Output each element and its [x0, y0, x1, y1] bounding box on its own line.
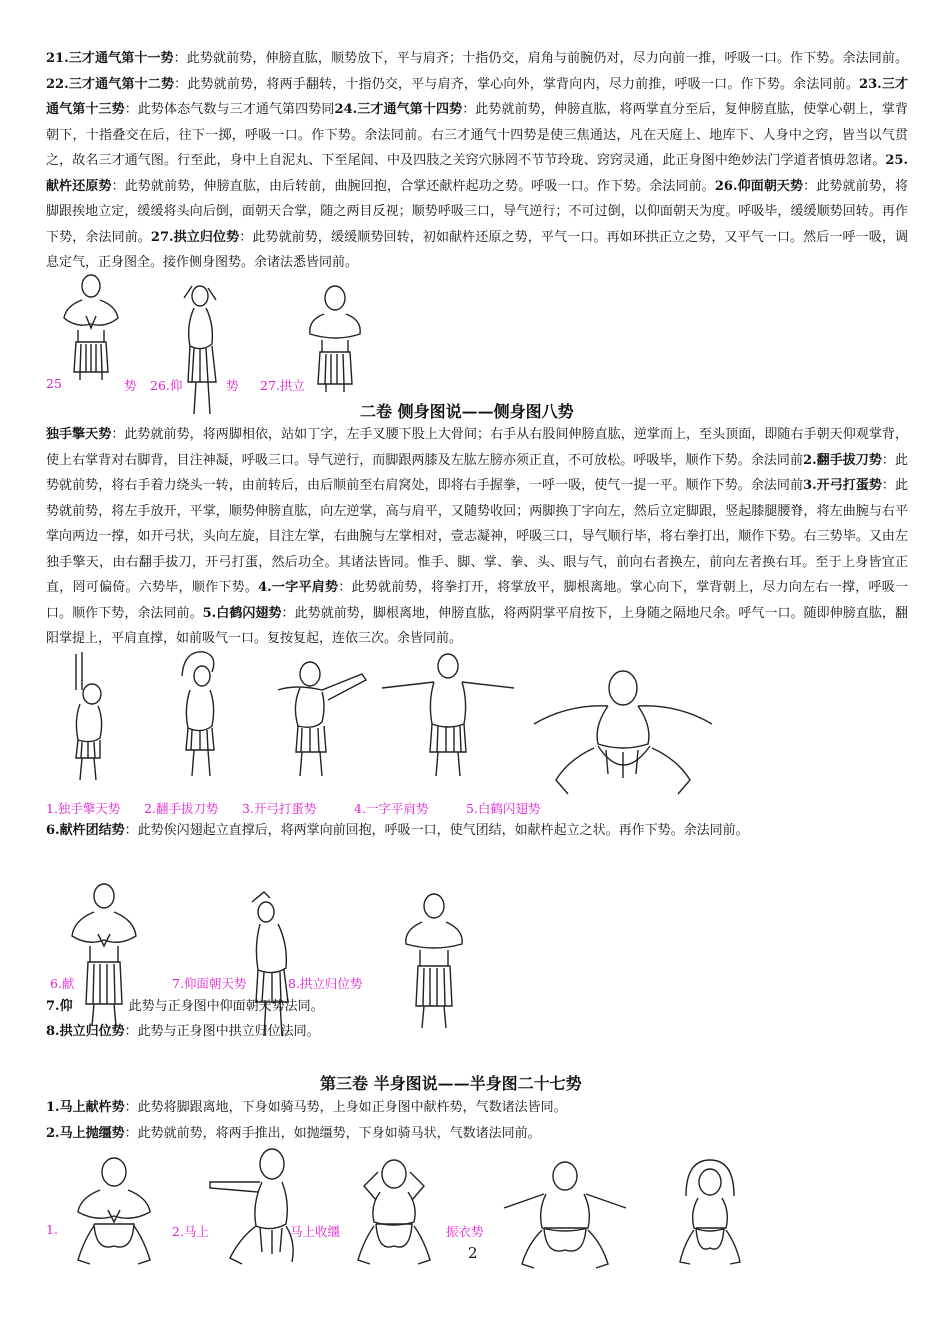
pose-title: 独手擎天势	[46, 427, 112, 442]
figure-caption: 2.马上	[172, 1224, 209, 1239]
pose-text: ：此势就前势，伸膀直肱，由后转前，曲腕回抱，合掌还献杵起功之势。呼吸一口。作下势。余法同前。	[111, 178, 715, 194]
pose-title: 27.拱立归位势	[150, 229, 240, 245]
figure-caption: 6.献	[50, 976, 75, 991]
figure-one-hand-raised	[62, 650, 122, 785]
pose-text: ：此势就前势，将两手推出，如抛缰势，下身如骑马状，气数诸法同前。	[124, 1126, 541, 1141]
pose-text: ：此势就前势，将右手着力绕头一转，由前转后，由后顺前至右肩窝处，即将右手握拳，一呼一吸，使气一提一平。顺作下势。余法同前	[46, 452, 908, 493]
page-number: 2	[468, 1244, 478, 1262]
figure-caption: 势	[124, 378, 137, 393]
figure-caption: 势	[226, 378, 239, 393]
section-heading: 第三卷 半身图说——半身图二十七势	[320, 1074, 582, 1093]
figure-caption: 1.独手擎天势	[46, 801, 121, 816]
pose-text: ：此势就前势，将两脚相依，站如丁字，左手叉腰下股上大骨间；右手从右股间伸膀直肱，逆掌而上，至头顶面，即随右手朝天仰观掌背，使上右掌背对右脚背，目注神凝，呼吸三口。导气逆行，而脚跟两膝及左肱左膀亦须正直，不可放松。呼吸毕，顺作下势。余法同前	[46, 427, 908, 468]
text-line-8	[46, 1019, 908, 1045]
pose-text: ：此势就前势，伸膀直肱，将两掌直分至后，复伸膀直肱，使掌心朝上，掌背朝下，十指叠交在后，往下一掷，呼吸一口。作下势。余法同前。右三才通气十四势是使三焦通达，凡在天庭上、地库下、人身中之窍，皆当以气贯之，故名三才通气图。行至此，身中上自泥丸、下至尾闾、中及四肢之关窍穴脉罔不节节玲珑、窍窍灵通，此正身图中绝妙法门学道者慎毋忽诸。	[46, 102, 908, 168]
pose-title: 25.献杵还原势	[46, 153, 908, 194]
figure-standing-hands-joined	[56, 272, 126, 382]
pose-text: ：此势就前势，将拳打开，将掌放平，脚根离地。掌心向下，掌背朝上，尽力向左右一撑，呼吸一口。顺作下势，余法同前。	[46, 580, 908, 621]
pose-title: 1.马上献杵势	[46, 1100, 125, 1115]
pose-title: 21.三才通气第十一势	[46, 51, 174, 66]
figure-caption: 1.	[46, 1222, 58, 1237]
figure-caption: 7.仰面朝天势	[172, 976, 247, 991]
figure-horse-push-side	[200, 1142, 310, 1267]
pose-text: ：此势就前势，伸膀直肱，顺势放下，平与肩齐；十指仍交，肩角与前腕仍对，尽力向前一推，呼吸一口。作下势。余法同前。	[173, 51, 908, 66]
pose-title: 6.献杵团结势	[46, 823, 125, 838]
pose-title: 7.仰	[46, 999, 73, 1014]
pose-title: 26.仰面朝天势	[714, 178, 804, 194]
pose-text: ：此势就前势，将左手放开，平掌，顺势伸膀直肱，向左逆掌，高与肩平，又随势收回；两脚换丁字向左，然后立定脚跟，竖起膝腿腰脊，将左曲腕与右平掌向两边一撑，如开弓状，头向左旋，目注左掌，右曲腕与左掌相对，壹志凝神，呼吸三口，导气顺行毕，将右拳打出，顺作下势。右三势毕。又由左独手擎天，由右翻手拔刀，开弓打蛋，然后功全。其诸法皆同。惟手、脚、掌、拳、头、眼与气，前向右者换左，前向左者换右耳。至于上身皆宜正直，罔可偏倚。六势毕，顺作下势。	[46, 478, 908, 595]
pose-text: ：此势与正身图中拱立归位法同。	[124, 1024, 320, 1039]
pose-text: ：此势就前势，脚根离地，伸膀直肱，将两阴掌平肩按下，上身随之隔地尺余。呼气一口。随即伸膀直肱，翻阳掌提上，平肩直撑，如前吸气一口。复按复起，连依三次。余皆同前。	[46, 605, 908, 646]
pose-text: ：此势就前势，将脚跟挨地立定，缓缓将头向后倒，面朝天合掌，随之两目反视；顺势呼吸三口，导气逆行；不可过倒，以仰面朝天为度。呼吸毕，缓缓顺势回转。再作下势，余法同前。	[46, 178, 908, 245]
pose-title: 8.拱立归位势	[46, 1024, 125, 1039]
figure-caption: 2.翻手拔刀势	[144, 801, 219, 816]
figure-caption: 5.白鹤闪翅势	[466, 801, 541, 816]
pose-text: ：此势就前势，将两手翻转，十指仍交，平与肩齐，掌心向外，掌背向内，尽力前推，呼吸一口。作下势。余法同前。	[174, 76, 860, 92]
pose-title: 4.一字平肩势	[258, 580, 339, 595]
pose-text: 此势与正身图中仰面朝天势法同。	[128, 999, 324, 1014]
figure-caption: 27.拱立	[260, 378, 305, 393]
figure-horse-arms-out	[500, 1158, 630, 1270]
pose-text: ：此势将脚跟离地，下身如骑马势，上身如正身图中献杵势，气数诸法皆同。	[124, 1100, 567, 1115]
pose-title: 24.三才通气第十四势	[334, 102, 463, 117]
text-block-2	[46, 422, 908, 652]
pose-title: 22.三才通气第十二势	[46, 76, 175, 92]
pose-title: 2.马上抛缰势	[46, 1126, 125, 1141]
figure-caption: 25	[46, 376, 62, 391]
figure-caption: 26.仰	[150, 378, 183, 393]
figure-arms-crossed	[300, 284, 370, 394]
figure-crane-squat	[528, 664, 718, 804]
pose-text: ：此势俟闪翅起立直撑后，将两掌向前回抱，呼吸一口，使气团结，如献杵起立之状。再作下势。余法同前。	[124, 823, 749, 838]
pose-title: 23.三才通气第十三势	[46, 76, 908, 117]
pose-text: ：此势体态气数与三才通气第四势同	[124, 102, 335, 117]
text-line-10	[46, 1121, 908, 1147]
figure-caption: 4.一字平肩势	[354, 801, 429, 816]
figure-caption: 振衣势	[446, 1224, 484, 1239]
pose-text: ：此势就前势，缓缓顺势回转，初如献杵还原之势，平气一口。再如环拱正立之势，又平气一口。然后一呼一吸，调息定气，正身图全。接作侧身图势。余诸法悉皆同前。	[46, 229, 908, 270]
figure-caption: 8.拱立归位势	[288, 976, 363, 991]
text-block-1	[46, 46, 908, 276]
figure-horse-arms-overhead	[670, 1156, 750, 1266]
pose-title: 3.开弓打蛋势	[803, 478, 882, 493]
text-line-7	[46, 994, 908, 1020]
text-line-6	[46, 818, 908, 844]
figure-horse-hands-ears	[344, 1156, 444, 1266]
figure-arm-over-head	[172, 646, 232, 781]
pose-title: 5.白鹤闪翅势	[202, 605, 282, 621]
section-heading: 二卷 侧身图说——侧身图八势	[360, 402, 574, 421]
figure-horse-hands-joined	[64, 1156, 164, 1266]
figure-arms-level	[378, 648, 518, 783]
pose-title: 2.翻手拔刀势	[803, 452, 882, 468]
figure-caption: 3.开弓打蛋势	[242, 801, 317, 816]
text-line-9	[46, 1095, 908, 1121]
figure-bow-stance	[270, 656, 380, 781]
figure-head-tilted-back	[172, 278, 232, 418]
figure-caption: 马上收缰	[290, 1224, 341, 1239]
